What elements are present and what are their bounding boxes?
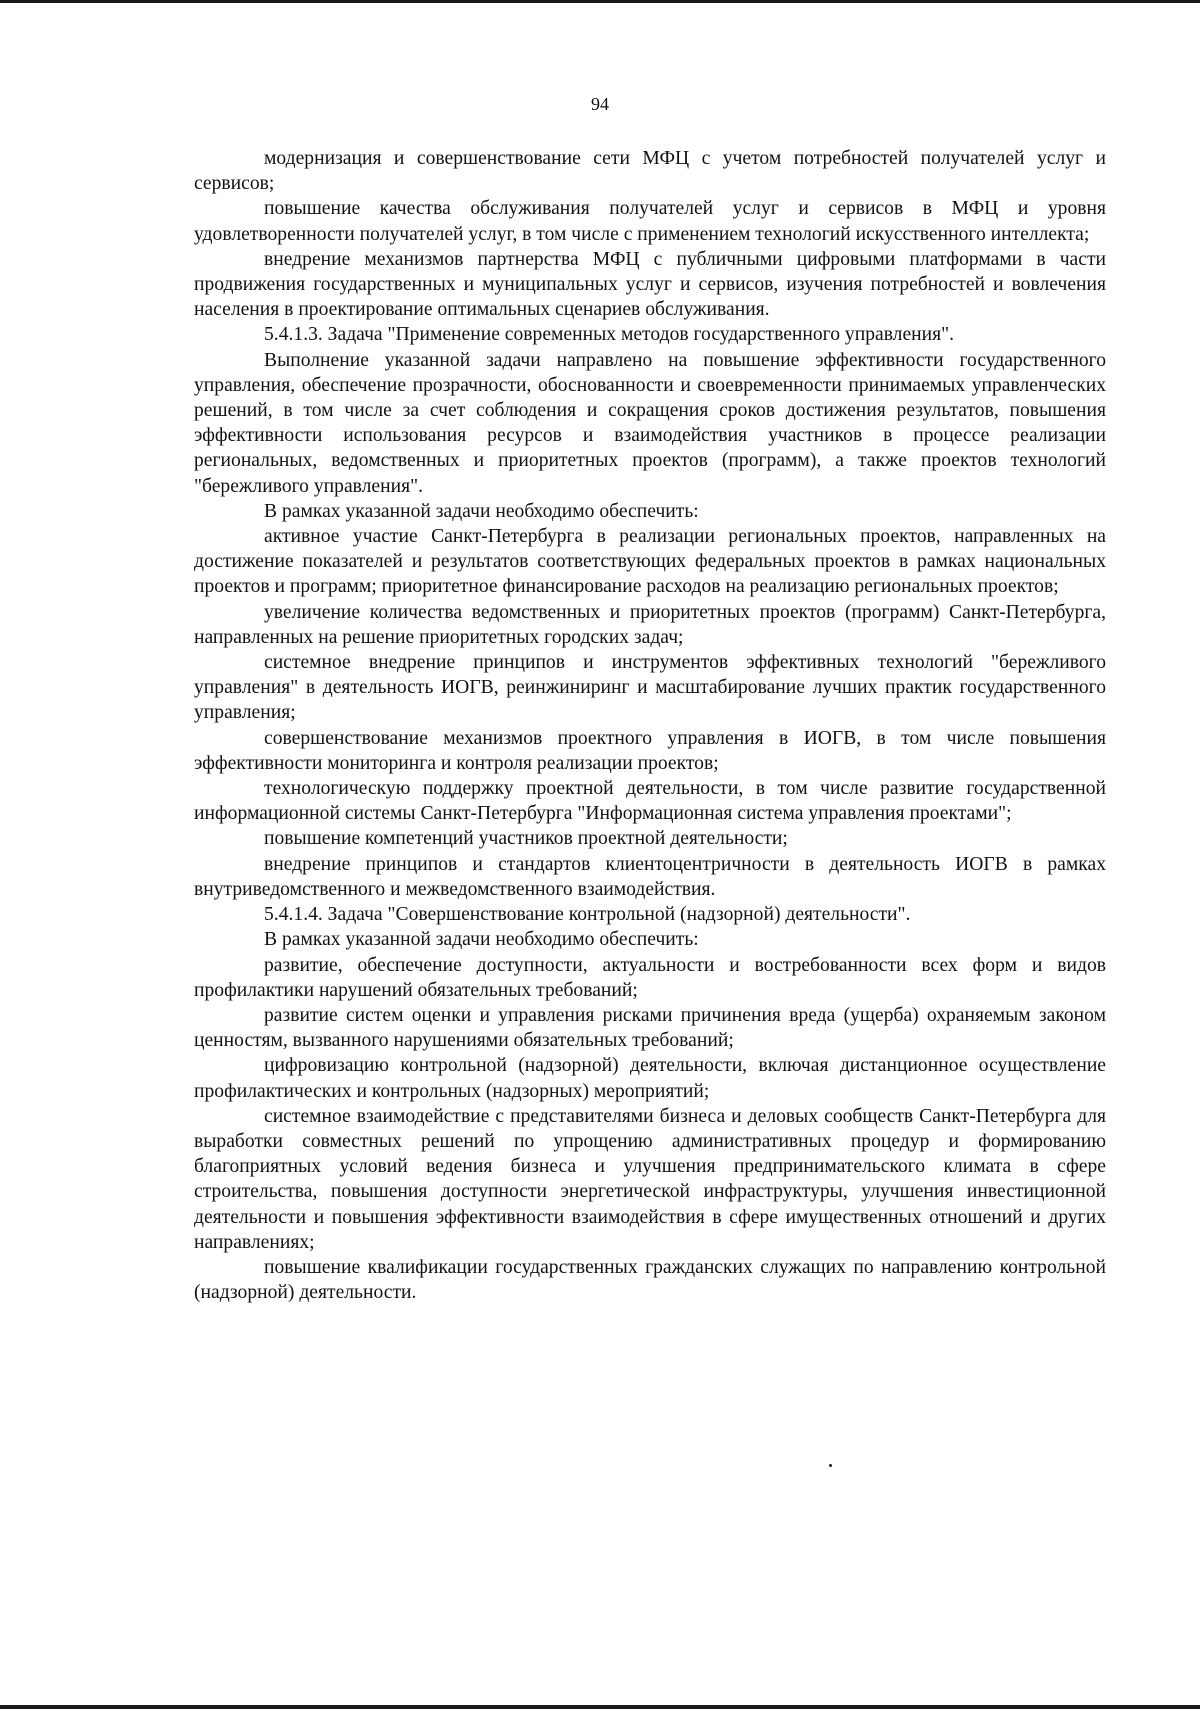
section-heading: 5.4.1.3. Задача "Применение современных методов государственного управления". (264, 324, 955, 346)
list-item: внедрение принципов и стандартов клиентоцентричности в деятельность ИОГВ в рамках внутриведомственного и межведомственного взаимодействия. (194, 853, 1106, 900)
paragraph: Выполнение указанной задачи направлено на повышение эффективности государственного управления, обеспечение прозрачности, обоснованности и своевременности принимаемых управленческих решений, в том числе за счет соблюдения и сокращения сроков достижения результатов, повышения эффективности использования ресурсов и взаимодействия участников в процессе реализации региональных, ведомственных и приоритетных проектов (программ), а также проектов технологий "бережливого управления". (194, 349, 1106, 497)
paragraph: внедрение механизмов партнерства МФЦ с публичными цифровыми платформами в части продвижения государственных и муниципальных услуг и сервисов, изучения потребностей и вовлечения населения в проектирование оптимальных сценариев обслуживания. (194, 248, 1106, 321)
list-item: активное участие Санкт-Петербурга в реализации региональных проектов, направленных на достижение показателей и результатов соответствующих федеральных проектов в рамках национальных проектов и программ; приоритетное финансирование расходов на реализацию региональных проектов; (194, 526, 1106, 598)
list-item: системное взаимодействие с представителями бизнеса и деловых сообществ Санкт-Петербурга для выработки совместных решений по упрощению административных процедур и формированию благоприятных условий ведения бизнеса и улучшения предпринимательского климата в сфере строительства, повышения доступности энергетической инфраструктуры, улучшения инвестиционной деятельности и повышения эффективности взаимодействия в сфере имущественных отношений и других направлениях; (194, 1105, 1106, 1253)
section-heading: 5.4.1.4. Задача "Совершенствование контрольной (надзорной) деятельности". (264, 904, 911, 926)
list-item: развитие систем оценки и управления рисками причинения вреда (ущерба) охраняемым законом ценностям, вызванного нарушениями обязательных требований; (194, 1004, 1106, 1052)
list-item: цифровизацию контрольной (надзорной) деятельности, включая дистанционное осуществление профилактических и контрольных (надзорных) мероприятий; (194, 1055, 1106, 1102)
list-item: увеличение количества ведомственных и приоритетных проектов (программ) Санкт-Петербурга, направленных на решение приоритетных городских задач; (194, 601, 1106, 648)
paragraph: повышение качества обслуживания получателей услуг и сервисов в МФЦ и уровня удовлетворенности получателей услуг, в том числе с применением технологий искусственного интеллекта; (194, 198, 1106, 245)
list-item: повышение квалификации государственных гражданских служащих по направлению контрольной (надзорной) деятельности. (194, 1256, 1106, 1304)
paragraph: В рамках указанной задачи необходимо обеспечить: (264, 929, 699, 951)
list-item: повышение компетенций участников проектной деятельности; (264, 828, 788, 850)
page-number: 94 (591, 94, 609, 114)
scan-edge-top (0, 0, 1200, 3)
list-item: совершенствование механизмов проектного управления в ИОГВ, в том числе повышения эффективности мониторинга и контроля реализации проектов; (194, 727, 1106, 774)
paragraph: модернизация и совершенствование сети МФЦ с учетом потребностей получателей услуг и сервисов; (194, 148, 1106, 195)
paragraph: В рамках указанной задачи необходимо обеспечить: (264, 500, 699, 522)
scan-edge-bottom (0, 1705, 1200, 1709)
list-item: технологическую поддержку проектной деятельности, в том числе развитие государственной информационной системы Санкт-Петербурга "Информационная система управления проектами"; (194, 778, 1106, 825)
list-item: системное внедрение принципов и инструментов эффективных технологий "бережливого управления" в деятельность ИОГВ, реинжиниринг и масштабирование лучших практик государственного управления; (194, 652, 1106, 724)
document-body (194, 146, 1106, 1305)
list-item: развитие, обеспечение доступности, актуальности и востребованности всех форм и видов профилактики нарушений обязательных требований; (194, 954, 1106, 1001)
scan-speck (829, 1464, 832, 1467)
